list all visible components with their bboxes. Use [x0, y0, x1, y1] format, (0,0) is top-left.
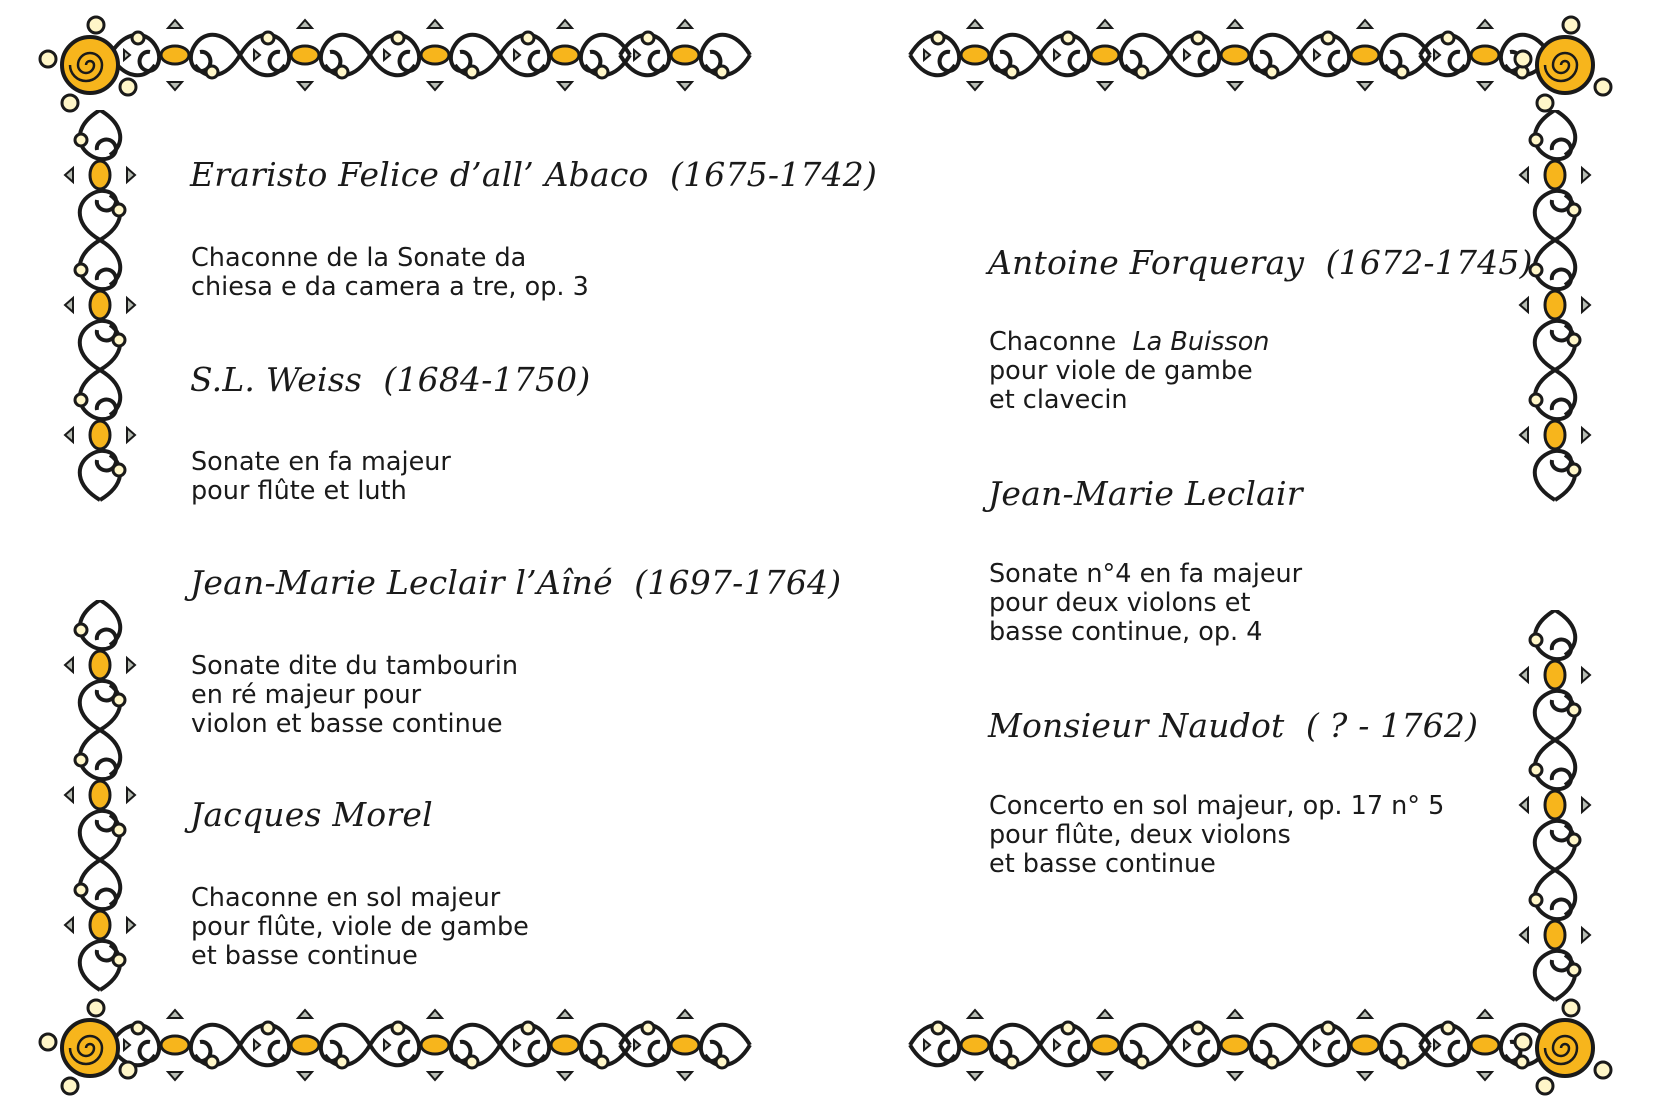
- piece-line: violon et basse continue: [191, 709, 503, 739]
- ornament-bottom-left: [0, 990, 760, 1114]
- piece-line: en ré majeur pour: [191, 680, 422, 710]
- piece-line: et basse continue: [989, 849, 1216, 879]
- composer-name: Jean-Marie Leclair l’Aîné: [190, 563, 613, 602]
- ornament-bottom-right: [900, 990, 1656, 1114]
- ornament-left-upper: [40, 110, 160, 530]
- piece-line: pour flûte et luth: [191, 476, 407, 506]
- piece-line: et basse continue: [191, 941, 418, 971]
- piece-line: Sonate dite du tambourin: [191, 651, 519, 681]
- ornament-left-lower: [40, 600, 160, 1020]
- composer-dates: (1684-1750): [383, 360, 591, 399]
- ornament-right-lower: [1495, 610, 1615, 1010]
- composer-heading: [988, 474, 1303, 513]
- composer-dates: ( ? - 1762): [1305, 706, 1479, 745]
- piece-line: Sonate en fa majeur: [191, 447, 451, 477]
- piece-line: pour viole de gambe: [989, 356, 1253, 386]
- composer-name: Jacques Morel: [190, 795, 433, 834]
- composer-name: Monsieur Naudot: [988, 706, 1285, 745]
- piece-description: [191, 884, 529, 971]
- composer-heading: [190, 360, 590, 399]
- piece-line: pour deux violons et: [989, 588, 1251, 618]
- piece-line: Sonate n°4 en fa majeur: [989, 559, 1303, 589]
- piece-title-prefix: Chaconne: [989, 327, 1125, 357]
- piece-description: [989, 792, 1444, 879]
- composer-heading: [988, 706, 1478, 745]
- piece-line: [989, 328, 1269, 357]
- composer-dates: (1672-1745): [1325, 243, 1533, 282]
- composer-dates: (1697-1764): [634, 563, 842, 602]
- composer-dates: (1675-1742): [670, 155, 878, 194]
- composer-name: Eraristo Felice d’all’ Abaco: [190, 155, 649, 194]
- composer-name: Antoine Forqueray: [988, 243, 1305, 282]
- piece-line: basse continue, op. 4: [989, 617, 1263, 647]
- composer-heading: [190, 155, 877, 194]
- piece-description: [989, 560, 1302, 647]
- composer-name: Jean-Marie Leclair: [988, 474, 1303, 513]
- piece-description: [191, 244, 589, 302]
- piece-line: Chaconne en sol majeur: [191, 883, 501, 913]
- piece-description: [191, 652, 518, 739]
- composer-heading: [988, 243, 1533, 282]
- piece-line: pour flûte, viole de gambe: [191, 912, 529, 942]
- piece-line: et clavecin: [989, 385, 1128, 415]
- piece-description: [191, 448, 451, 506]
- composer-heading: [190, 795, 433, 834]
- piece-line: pour flûte, deux violons: [989, 820, 1291, 850]
- piece-line: Chaconne de la Sonate da: [191, 243, 527, 273]
- piece-title-italic: La Buisson: [1132, 327, 1270, 357]
- composer-heading: [190, 563, 841, 602]
- piece-line: Concerto en sol majeur, op. 17 n° 5: [989, 791, 1445, 821]
- composer-name: S.L. Weiss: [190, 360, 362, 399]
- ornament-right-upper: [1495, 110, 1615, 510]
- piece-line: chiesa e da camera a tre, op. 3: [191, 272, 589, 302]
- piece-description: [989, 328, 1269, 415]
